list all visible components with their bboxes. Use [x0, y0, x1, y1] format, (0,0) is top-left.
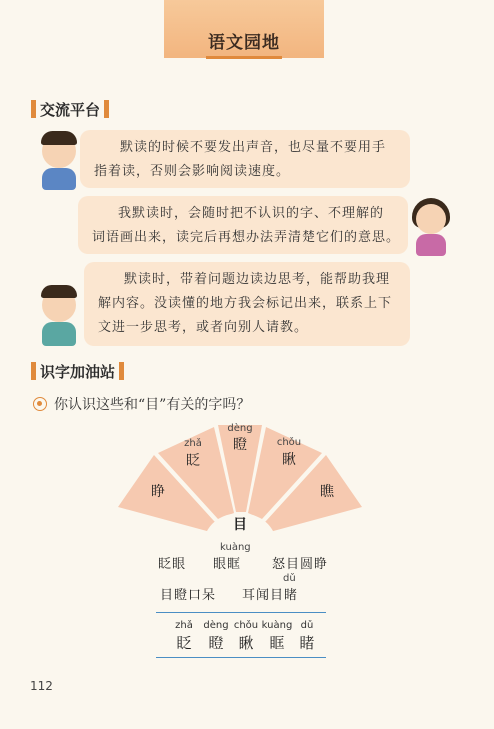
summary-char: 瞅	[238, 634, 254, 652]
heading-bar	[104, 100, 109, 118]
summary-char: 眨	[176, 634, 192, 652]
boy-illustration-1	[36, 128, 86, 190]
speech-bubble-2	[78, 196, 408, 254]
fan-char: 瞪	[233, 437, 247, 453]
word: 眼眶	[213, 557, 242, 572]
boy-shirt	[42, 168, 76, 190]
summary-pinyin: dèng	[203, 620, 229, 631]
page-title: 语文园地	[208, 33, 280, 53]
word: 怒目圆睁	[272, 557, 329, 572]
fan-char: 睁	[151, 484, 165, 500]
boy-illustration-2	[36, 282, 86, 346]
bubble-text-line: 默读时，带着问题边读边思考，能帮助我理	[124, 272, 391, 287]
speech-bubble-1	[80, 130, 410, 188]
title-underline	[206, 56, 282, 59]
summary-char: 睹	[299, 634, 315, 652]
summary-char: 眶	[269, 634, 285, 652]
bubble-text-line: 我默读时，会随时把不认识的字、不理解的	[118, 206, 385, 221]
girl-illustration	[408, 196, 456, 258]
heading-bar	[119, 362, 124, 380]
section-title: 识字加油站	[40, 362, 116, 381]
boy-shirt	[42, 322, 76, 346]
header-tab	[164, 0, 324, 58]
bubble-text-line: 指着读，否则会影响阅读速度。	[94, 164, 291, 179]
word: 目瞪口呆	[160, 588, 217, 603]
page-number: 112	[30, 679, 53, 693]
summary-char: 瞪	[208, 634, 224, 652]
heading-bar	[31, 362, 36, 380]
section-heading-literacy	[31, 360, 124, 382]
fan-char: 瞧	[320, 484, 334, 500]
summary-pinyin: kuàng	[261, 620, 293, 631]
fan-center-char: 目	[233, 517, 247, 533]
bubble-text-line: 文进一步思考，或者向别人请教。	[98, 320, 309, 335]
rule-top	[156, 612, 326, 613]
summary-pinyin: chǒu	[233, 620, 259, 631]
speech-bubble-3	[84, 262, 410, 346]
fan-char: 瞅	[282, 452, 296, 468]
section-title: 交流平台	[40, 100, 101, 119]
question-icon	[33, 397, 47, 411]
boy-hair	[41, 131, 77, 145]
bubble-text-line: 解内容。没读懂的地方我会标记出来，联系上下	[98, 296, 393, 311]
bubble-text-line: 词语画出来，读完后再想办法弄清楚它们的意思。	[92, 230, 401, 245]
rule-bottom	[156, 657, 326, 658]
summary-pinyin: dǔ	[300, 620, 314, 631]
bubble-text-line: 默读的时候不要发出声音，也尽量不要用手	[120, 140, 387, 155]
word-pinyin: dǔ	[283, 573, 296, 584]
fan-pinyin: chǒu	[276, 437, 302, 448]
fan-pinyin: zhǎ	[184, 438, 202, 449]
section-heading-exchange	[31, 98, 109, 120]
fan-pinyin: dèng	[227, 423, 253, 434]
boy-hair	[41, 285, 77, 298]
word-pinyin: kuàng	[220, 542, 251, 553]
word: 眨眼	[158, 557, 187, 572]
heading-bar	[31, 100, 36, 118]
fan-char: 眨	[186, 453, 200, 469]
girl-dress	[416, 234, 446, 256]
word: 耳闻目睹	[242, 588, 299, 603]
summary-pinyin: zhǎ	[175, 620, 193, 631]
question-text: 你认识这些和“目”有关的字吗？	[54, 397, 251, 413]
girl-head	[416, 204, 446, 234]
